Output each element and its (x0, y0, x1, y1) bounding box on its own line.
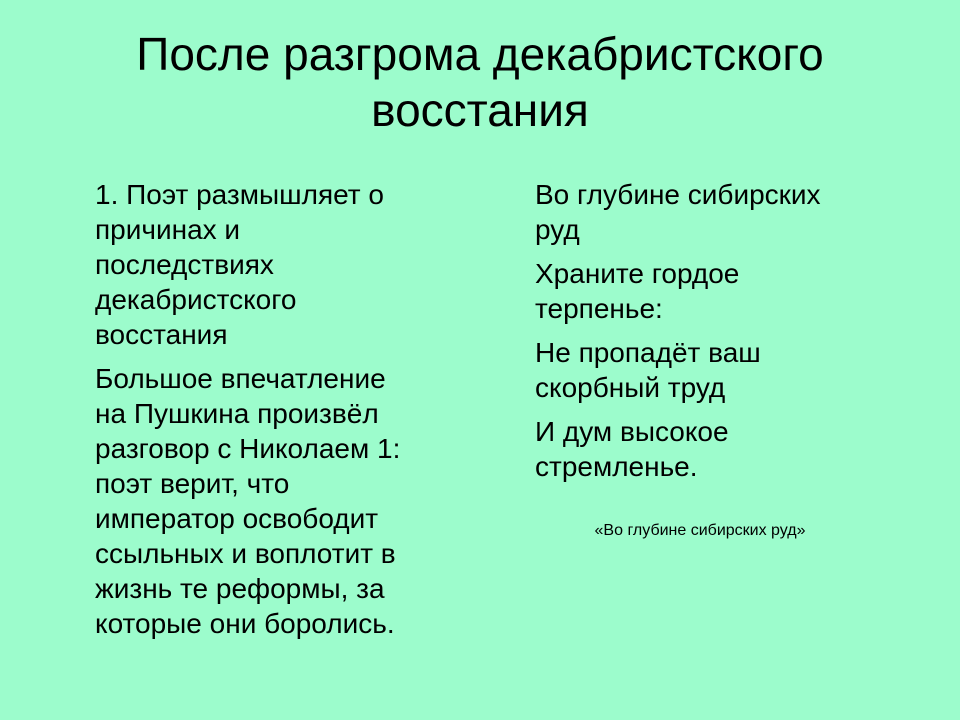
poem-stanza-line (535, 414, 905, 484)
text-line: терпенье: (535, 293, 663, 324)
text-line: Не пропадёт ваш (535, 337, 761, 368)
text-line: стремленье. (535, 451, 698, 482)
text-line: последствиях (95, 249, 274, 280)
slide-title-line: восстания (371, 84, 589, 136)
text-line: Во глубине сибирских (535, 179, 821, 210)
slide-title-line: После разгрома декабристского (136, 28, 824, 80)
text-line: жизнь те реформы, за (95, 573, 385, 604)
text-line: руд (535, 214, 580, 245)
text-line: И дум высокое (535, 416, 729, 447)
text-line: Храните гордое (535, 258, 740, 289)
poem-caption: «Во глубине сибирских руд» (594, 522, 806, 539)
left-paragraph (95, 361, 465, 641)
text-line: причинах и (95, 214, 241, 245)
text-line: 1. Поэт размышляет о (95, 179, 384, 210)
left-text-column (95, 177, 465, 650)
text-line: которые они боролись. (95, 608, 395, 639)
text-line: скорбный труд (535, 372, 726, 403)
text-line: поэт верит, что (95, 468, 290, 499)
text-line: Большое впечатление (95, 363, 386, 394)
text-line: разговор с Николаем 1: (95, 433, 401, 464)
poem-stanza-line (535, 177, 905, 247)
text-line: ссыльных и воплотит в (95, 538, 396, 569)
poem-column (535, 177, 905, 493)
text-line: декабристского (95, 284, 297, 315)
text-line: император освободит (95, 503, 379, 534)
text-line: на Пушкина произвёл (95, 398, 379, 429)
slide-title (40, 26, 920, 138)
text-line: восстания (95, 319, 228, 350)
poem-stanza-line (535, 256, 905, 326)
poem-stanza-line (535, 335, 905, 405)
left-paragraph (95, 177, 465, 352)
